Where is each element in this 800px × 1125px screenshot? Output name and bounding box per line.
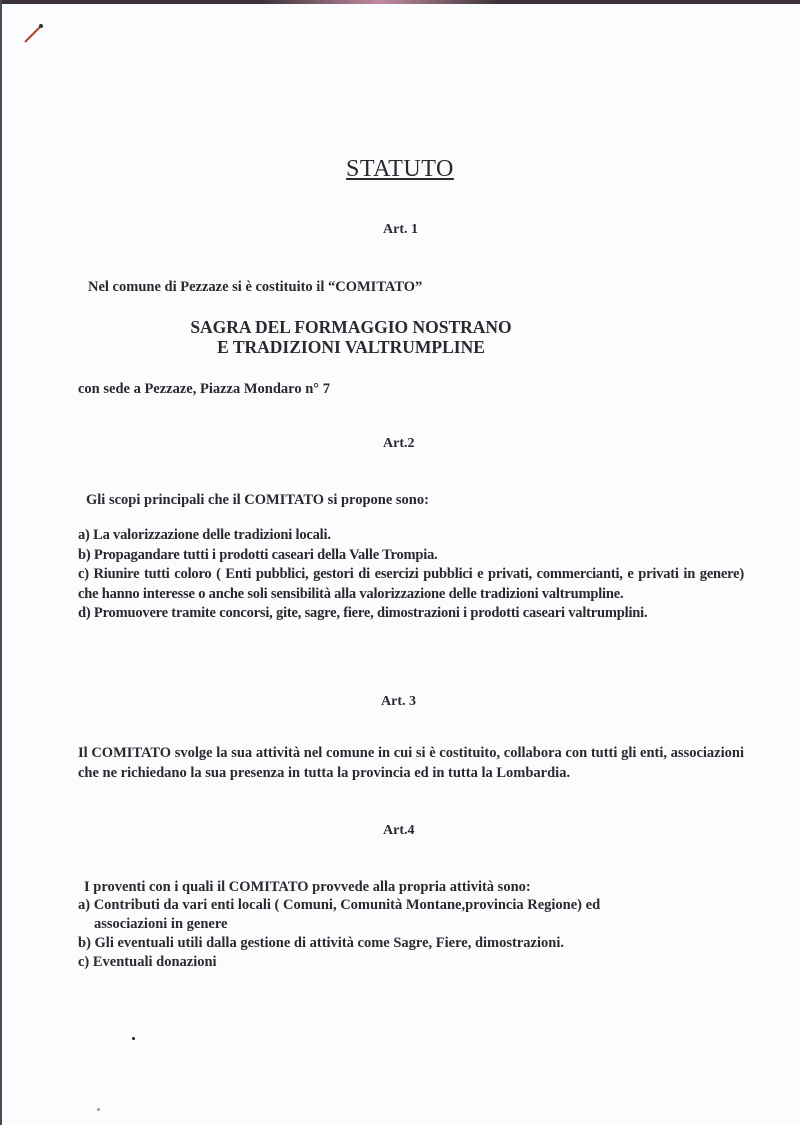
scan-edge-top [0,0,800,4]
pen-mark-icon [22,22,46,46]
committee-name [160,317,542,357]
committee-name-line2: E TRADIZIONI VALTRUMPLINE [217,337,485,357]
list-item: b) Propagandare tutti i prodotti caseari della Valle Trompia. [78,546,438,563]
document-title: STATUTO [346,156,454,182]
scan-speck [97,1108,100,1111]
article-1-intro: Nel comune di Pezzaze si è costituito il “COMITATO” [88,279,423,295]
article-4-heading: Art.4 [383,823,415,838]
list-item: a) Contributi da vari enti locali ( Comuni, Comunità Montane,provincia Regione) ed [78,897,601,913]
committee-name-line1: SAGRA DEL FORMAGGIO NOSTRANO [190,317,512,337]
list-item-continuation: associazioni in genere [94,916,228,932]
list-item: c) Eventuali donazioni [78,954,217,970]
article-4-list [78,896,600,972]
article-4-intro: I proventi con i quali il COMITATO provvede alla propria attività sono: [84,879,531,895]
article-1-heading: Art. 1 [383,222,418,237]
article-2-list [78,526,744,624]
scan-edge-left [0,0,2,1125]
article-2-intro: Gli scopi principali che il COMITATO si propone sono: [86,492,429,508]
list-item: b) Gli eventuali utili dalla gestione di attività come Sagre, Fiere, dimostrazioni. [78,935,564,951]
list-item: d) Promuovere tramite concorsi, gite, sagre, fiere, dimostrazioni i prodotti caseari valtrumplini. [78,605,648,621]
list-item: a) La valorizzazione delle tradizioni locali. [78,527,331,543]
article-2-heading: Art.2 [383,436,415,451]
list-item: c) Riunire tutti coloro ( Enti pubblici, gestori di esercizi pubblici e privati, commercianti, e privati in genere) che hanno interesse o anche soli sensibilità alla valorizzazione delle tradizioni valtrumpline. [78,566,744,602]
article-1-seat: con sede a Pezzaze, Piazza Mondaro n° 7 [78,381,330,397]
article-3-body: Il COMITATO svolge la sua attività nel comune in cui si è costituito, collabora con tutti gli enti, associazioni che ne richiedano la sua presenza in tutta la provincia ed in tutta la Lombardia. [78,745,744,781]
article-3-heading: Art. 3 [381,694,416,709]
scan-speck [132,1037,135,1040]
